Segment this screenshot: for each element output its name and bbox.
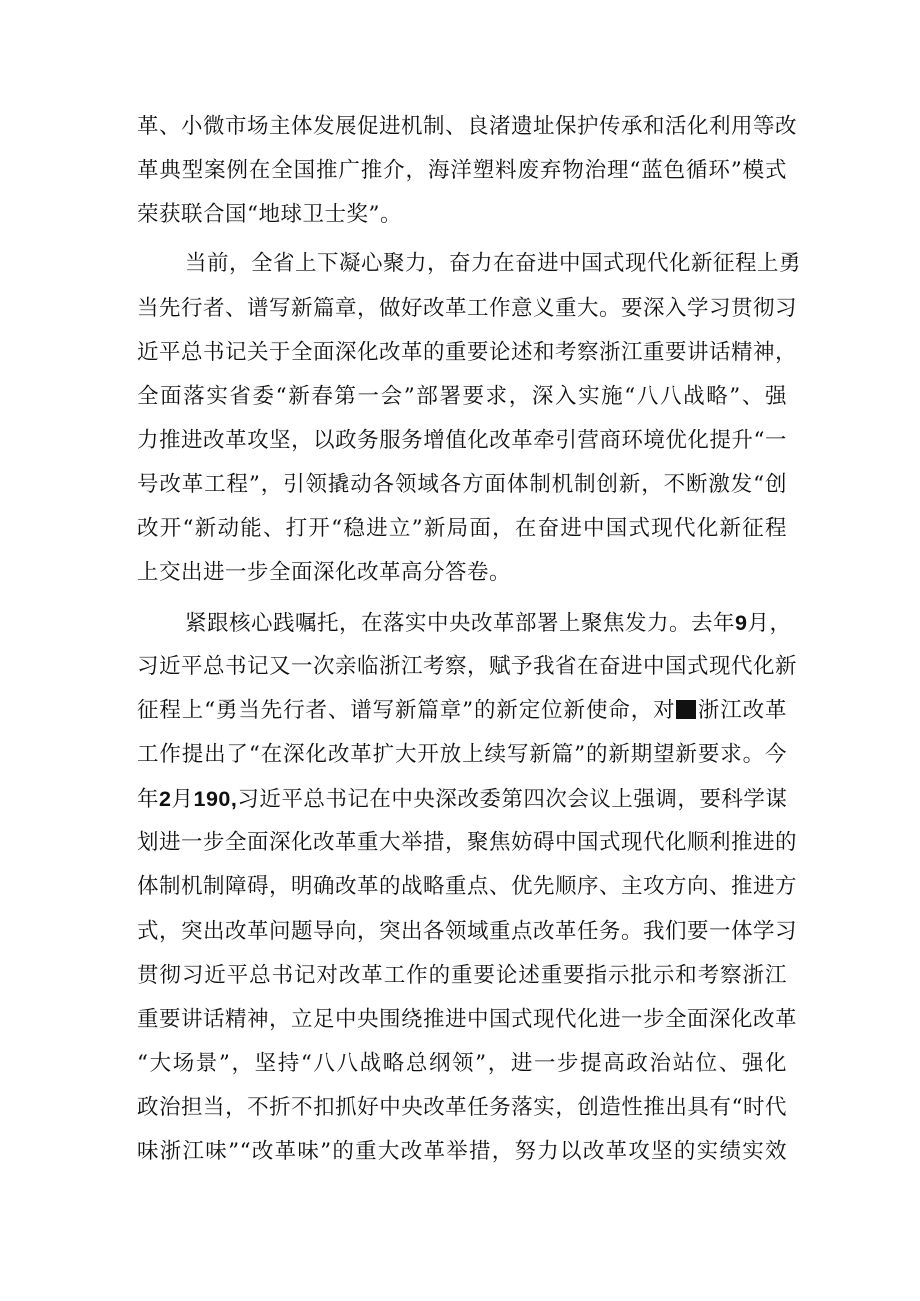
number-run: 9 (735, 611, 748, 635)
text-line: 近平总书记关于全面深化改革的重要论述和考察浙江重要讲话精神， (137, 340, 798, 365)
number-run: 190, (193, 787, 238, 811)
text-line: 号改革工程”，引领撬动各领域各方面体制机制创新，不断激发“创 (137, 472, 787, 497)
text-line: 改开“新动能、打开“稳进立”新局面，在奋进中国式现代化新征程 (137, 516, 787, 541)
text-line: 当先行者、谱写新篇章，做好改革工作意义重大。要深入学习贯彻习 (137, 296, 798, 321)
text-line: “大场景”，坚持“八八战略总纲领”，进一步提高政治站位、强化 (137, 1051, 787, 1076)
text-line (137, 777, 787, 821)
text-line: 划进一步全面深化改革重大举措，聚焦妨碍中国式现代化顺利推进的 (137, 830, 798, 855)
text-line: 习近平总书记又一次亲临浙江考察，赋予我省在奋进中国式现代化新 (137, 654, 798, 679)
text-line: 贯彻习近平总书记对改革工作的重要论述重要指示批示和考察浙江 (137, 963, 787, 988)
text-line: 式，突出改革问题导向，突出各领域重点改革任务。我们要一体学习 (137, 919, 798, 944)
text-run: 征程上“勇当先行者、谱写新篇章”的新定位新使命，对 (137, 698, 676, 723)
text-line: 味浙江味”“改革味”的重大改革举措，努力以改革攻坚的实绩实效 (137, 1139, 787, 1164)
text-line: 工作提出了“在深化改革扩大开放上续写新篇”的新期望新要求。今 (137, 742, 787, 767)
text-line (185, 601, 792, 645)
text-run: 月 (171, 787, 194, 812)
text-run: 月， (747, 611, 792, 636)
text-line: 荣获联合国“地球卫士奖”。 (137, 202, 402, 227)
text-line: 全面落实省委“新春第一会”部署要求，深入实施“八八战略”、强 (137, 384, 787, 409)
text-line (137, 689, 787, 733)
text-line: 力推进改革攻坚，以政务服务增值化改革牵引营商环境优化提升“一 (137, 428, 787, 453)
text-line: 革典型案例在全国推广推介，海洋塑料废弃物治理“蓝色循环”模式 (137, 158, 787, 183)
number-run: 2 (159, 787, 172, 811)
text-run: 浙江改革 (697, 698, 787, 723)
text-run: 紧跟核心践嘱托，在落实中央改革部署上聚焦发力。去年 (185, 611, 736, 636)
text-line: 重要讲话精神，立足中央围绕推进中国式现代化进一步全面深化改革 (137, 1007, 798, 1032)
text-line: 政治担当，不折不扣抓好中央改革任务落实，创造性推出具有“时代 (137, 1095, 787, 1120)
text-run: 年 (137, 787, 160, 812)
text-line: 当前，全省上下凝心聚力，奋力在奋进中国式现代化新征程上勇 (185, 251, 802, 276)
redaction-block (676, 700, 696, 719)
text-line: 上交出进一步全面深化改革高分答卷。 (137, 560, 512, 585)
text-line: 体制机制障碍，明确改革的战略重点、优先顺序、主攻方向、推进方 (137, 874, 798, 899)
text-run: 习近平总书记在中央深改委第四次会议上强调，要科学谋 (237, 787, 788, 812)
text-line: 革、小微市场主体发展促进机制、良渚遗址保护传承和活化利用等改 (137, 114, 798, 139)
